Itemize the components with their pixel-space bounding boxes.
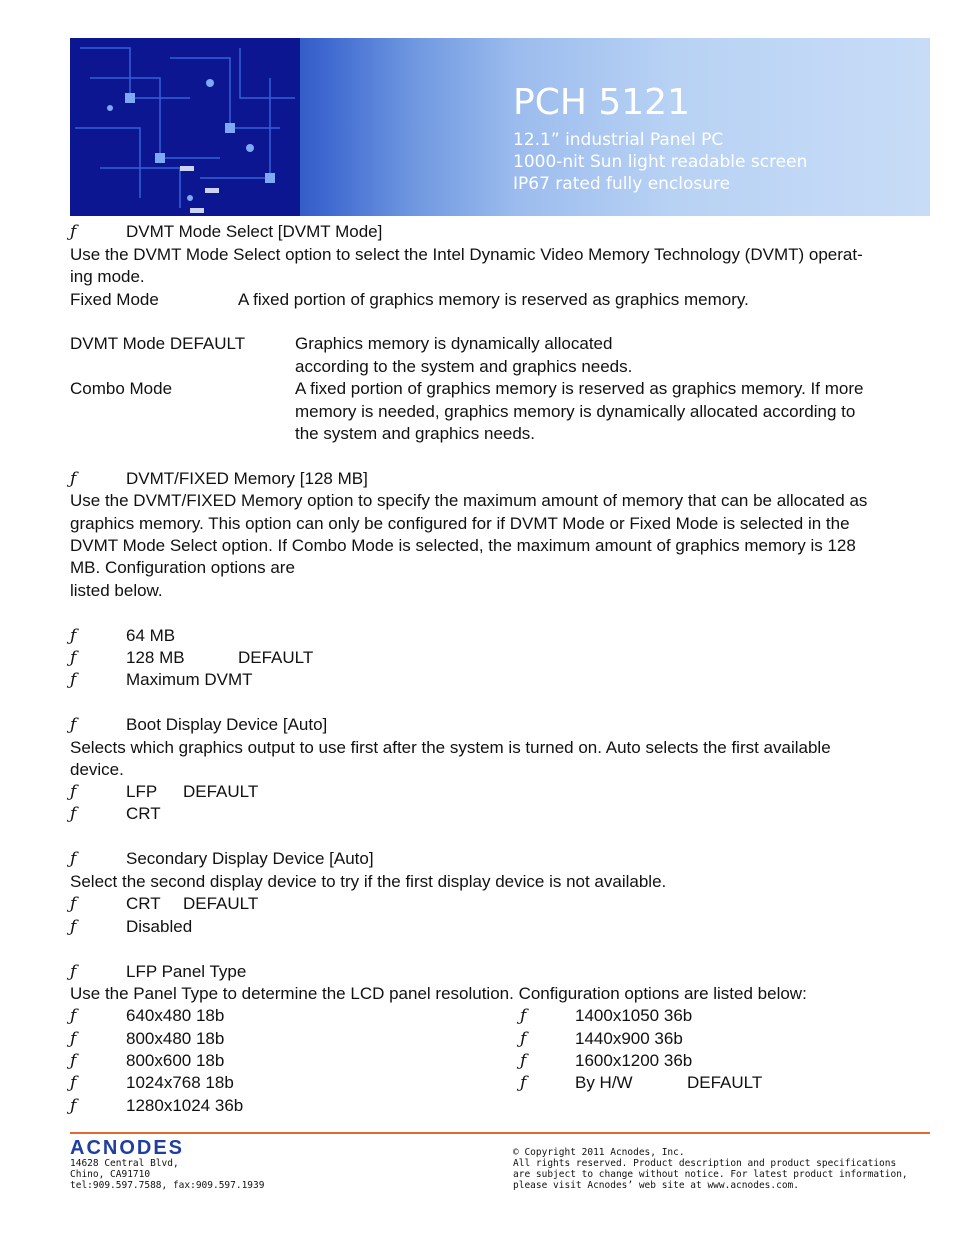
dvmt-mode-desc-1: Use the DVMT Mode Select option to select the Intel Dynamic Video Memory Technology (DVMT) operat-	[70, 245, 863, 264]
address-line-1: 14628 Central Blvd,	[70, 1158, 179, 1169]
list-item: 64 MB	[126, 626, 176, 645]
list-item: 1600x1200 36b	[575, 1051, 693, 1070]
dvmt-fixed-desc-3: DVMT Mode Select option. If Combo Mode is selected, the maximum amount of graphics memory is 128	[70, 536, 856, 555]
option-dvmt-mode-name: DVMT Mode DEFAULT	[70, 334, 246, 353]
list-item: LFP	[126, 782, 158, 801]
list-item: 800x480 18b	[126, 1029, 225, 1048]
dvmt-fixed-desc-4: MB. Configuration options are	[70, 558, 295, 577]
address-line-2: Chino, CA91710	[70, 1169, 151, 1180]
bullet-icon: ƒ	[520, 1006, 527, 1026]
bullet-icon: ƒ	[70, 715, 77, 735]
dvmt-mode-heading: DVMT Mode Select [DVMT Mode]	[126, 222, 383, 241]
bullet-icon: ƒ	[520, 1029, 527, 1049]
header-banner	[70, 38, 930, 216]
option-combo-mode-desc-2: memory is needed, graphics memory is dynamically allocated according to	[295, 402, 856, 421]
option-combo-mode-name: Combo Mode	[70, 379, 173, 398]
bullet-icon: ƒ	[70, 1006, 77, 1026]
default-tag: DEFAULT	[238, 648, 314, 667]
default-tag: DEFAULT	[687, 1073, 763, 1092]
bullet-icon: ƒ	[70, 648, 77, 668]
product-title: PCH 5121	[513, 82, 690, 123]
list-item: By H/W	[575, 1073, 633, 1092]
copyright-line-3: are subject to change without notice. For latest product information,	[513, 1169, 908, 1180]
dvmt-fixed-desc-5: listed below.	[70, 581, 163, 600]
bullet-icon: ƒ	[70, 1096, 77, 1116]
circuit-board-graphic	[70, 38, 300, 216]
footer-divider	[70, 1132, 930, 1134]
list-item: 1440x900 36b	[575, 1029, 683, 1048]
list-item: 800x600 18b	[126, 1051, 225, 1070]
list-item: 1280x1024 36b	[126, 1096, 244, 1115]
list-item: Maximum DVMT	[126, 670, 253, 689]
bullet-icon: ƒ	[520, 1051, 527, 1071]
option-fixed-mode-desc: A fixed portion of graphics memory is reserved as graphics memory.	[238, 290, 749, 309]
subtitle-line-3: IP67 rated fully enclosure	[513, 174, 731, 194]
list-item: 1024x768 18b	[126, 1073, 234, 1092]
lfp-panel-heading: LFP Panel Type	[126, 962, 247, 981]
list-item: 1400x1050 36b	[575, 1006, 693, 1025]
dvmt-fixed-desc-1: Use the DVMT/FIXED Memory option to specify the maximum amount of memory that can be allocated as	[70, 491, 868, 510]
dvmt-fixed-heading: DVMT/FIXED Memory [128 MB]	[126, 469, 368, 488]
bullet-icon: ƒ	[520, 1073, 527, 1093]
bullet-icon: ƒ	[70, 1051, 77, 1071]
list-item: CRT	[126, 804, 161, 823]
bullet-icon: ƒ	[70, 917, 77, 937]
option-combo-mode-desc-1: A fixed portion of graphics memory is reserved as graphics memory. If more	[295, 379, 864, 398]
bullet-icon: ƒ	[70, 782, 77, 802]
subtitle-line-2: 1000-nit Sun light readable screen	[513, 152, 808, 172]
lfp-panel-desc: Use the Panel Type to determine the LCD panel resolution. Configuration options are listed below:	[70, 984, 807, 1003]
boot-display-desc-2: device.	[70, 760, 124, 779]
boot-display-desc-1: Selects which graphics output to use first after the system is turned on. Auto selects the first available	[70, 738, 831, 757]
bullet-icon: ƒ	[70, 962, 77, 982]
dvmt-fixed-desc-2: graphics memory. This option can only be configured for if DVMT Mode or Fixed Mode is selected in the	[70, 514, 850, 533]
copyright-line-2: All rights reserved. Product description and product specifications	[513, 1158, 897, 1169]
list-item: Disabled	[126, 917, 193, 936]
secondary-display-desc: Select the second display device to try if the first display device is not available.	[70, 872, 667, 891]
address-line-3: tel:909.597.7588, fax:909.597.1939	[70, 1180, 265, 1191]
copyright-line-1: © Copyright 2011 Acnodes, Inc.	[513, 1147, 685, 1158]
bullet-icon: ƒ	[70, 670, 77, 690]
bullet-icon: ƒ	[70, 1029, 77, 1049]
boot-display-heading: Boot Display Device [Auto]	[126, 715, 328, 734]
option-dvmt-mode-desc-2: according to the system and graphics needs.	[295, 357, 633, 376]
bullet-icon: ƒ	[70, 469, 77, 489]
option-dvmt-mode-desc-1: Graphics memory is dynamically allocated	[295, 334, 613, 353]
bullet-icon: ƒ	[70, 626, 77, 646]
bullet-icon: ƒ	[70, 849, 77, 869]
copyright-line-4: please visit Acnodes’ web site at www.acnodes.com.	[513, 1180, 799, 1191]
list-item: 640x480 18b	[126, 1006, 225, 1025]
bullet-icon: ƒ	[70, 894, 77, 914]
bullet-icon: ƒ	[70, 222, 77, 242]
subtitle-line-1: 12.1” industrial Panel PC	[513, 130, 724, 150]
dvmt-mode-desc-2: ing mode.	[70, 267, 145, 286]
option-fixed-mode-name: Fixed Mode	[70, 290, 159, 309]
option-combo-mode-desc-3: the system and graphics needs.	[295, 424, 536, 443]
acnodes-logo: ACNODES	[70, 1137, 185, 1159]
bullet-icon: ƒ	[70, 1073, 77, 1093]
list-item: CRT	[126, 894, 161, 913]
secondary-display-heading: Secondary Display Device [Auto]	[126, 849, 374, 868]
default-tag: DEFAULT	[183, 894, 259, 913]
list-item: 128 MB	[126, 648, 185, 667]
bullet-icon: ƒ	[70, 804, 77, 824]
default-tag: DEFAULT	[183, 782, 259, 801]
